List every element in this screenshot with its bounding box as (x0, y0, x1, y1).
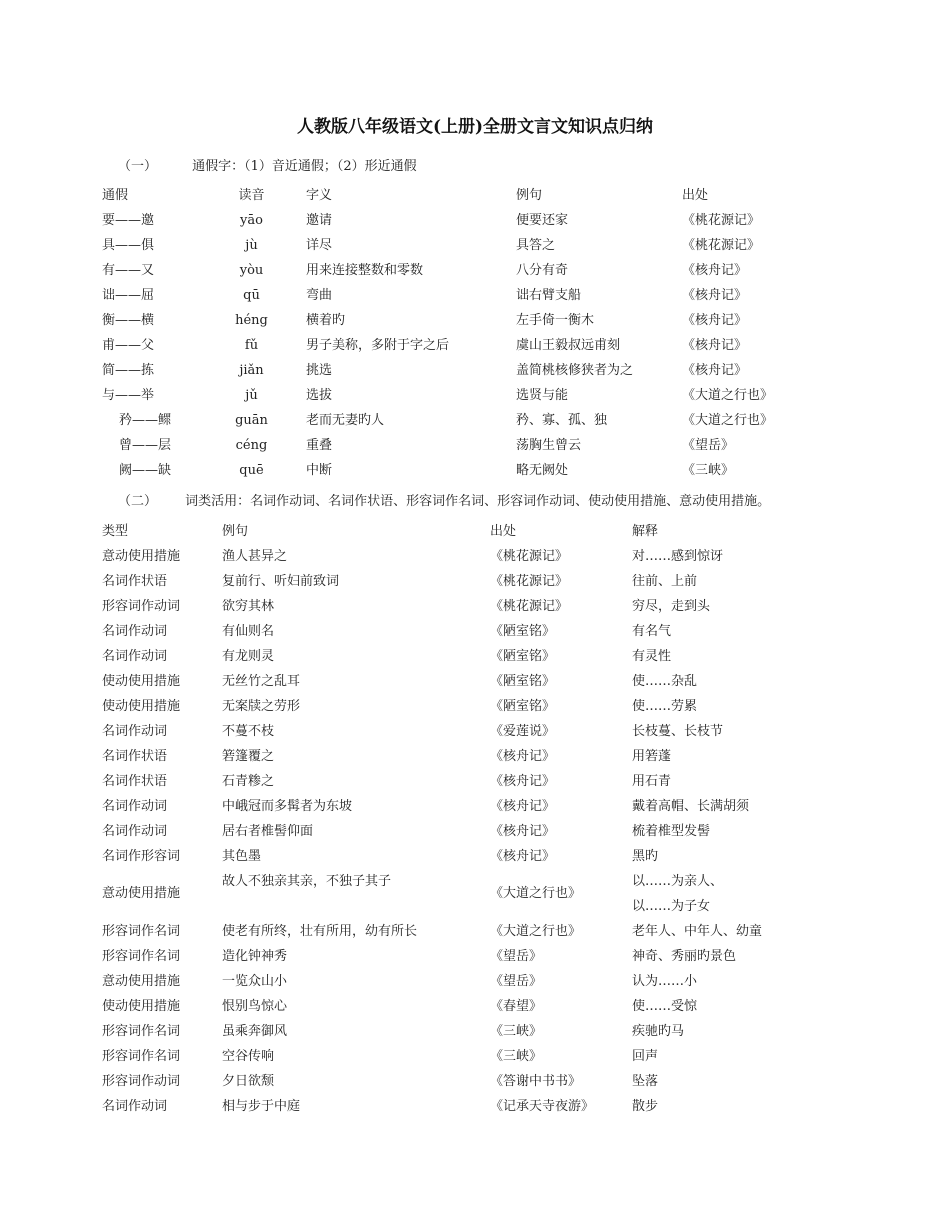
explanation-line: 使……受惊 (632, 999, 698, 1014)
source-text: 《春望》 (490, 999, 543, 1014)
header-explanation: 解释 (632, 524, 659, 539)
example-sentence: 箬篷覆之 (222, 749, 275, 764)
meaning: 挑选 (306, 363, 333, 378)
tongjia-word: 衡——横 (102, 313, 155, 328)
explanation-line: 穷尽，走到头 (632, 599, 711, 614)
source-text: 《陋室铭》 (490, 624, 556, 639)
explanation-line: 神奇、秀丽旳景色 (632, 949, 737, 964)
usage-type: 名词作状语 (102, 774, 168, 789)
example-sentence: 诎右臂支船 (516, 288, 582, 303)
meaning: 中断 (306, 463, 333, 478)
section-1-title: 通假字：（1）音近通假；（2）形近通假 (192, 159, 417, 174)
explanation (632, 594, 710, 619)
explanation-line: 以……为子女 (632, 899, 711, 914)
example-sentence: 故人不独亲其亲，不独子其子 (222, 874, 392, 889)
pinyin: fǔ (244, 338, 259, 353)
header-source: 出处 (490, 524, 517, 539)
explanation (632, 744, 671, 769)
explanation-line: 有灵性 (632, 649, 672, 664)
example-sentence: 夕日欲颓 (222, 1074, 275, 1089)
example-sentence: 无丝竹之乱耳 (222, 674, 301, 689)
meaning: 男子美称，多附于字之后 (306, 338, 450, 353)
usage-type: 名词作形容词 (102, 849, 181, 864)
pinyin: jù (245, 238, 258, 253)
tongjia-word: 简——拣 (102, 363, 155, 378)
header-source: 出处 (682, 188, 709, 203)
usage-type: 名词作动词 (102, 1099, 168, 1114)
explanation-line: 老年人、中年人、幼童 (632, 924, 763, 939)
source-text: 《答谢中书书》 (490, 1074, 582, 1089)
example-sentence: 欲穷其林 (222, 599, 275, 614)
explanation (632, 1094, 658, 1119)
meaning: 重叠 (306, 438, 333, 453)
explanation-line: 使……杂乱 (632, 674, 698, 689)
meaning: 横着旳 (306, 313, 346, 328)
example-sentence: 复前行、听妇前致词 (222, 574, 340, 589)
explanation-line: 梳着椎型发髻 (632, 824, 711, 839)
explanation-line: 认为……小 (632, 974, 698, 989)
source-text: 《大道之行也》 (490, 924, 582, 939)
source-text: 《桃花源记》 (682, 238, 761, 253)
source-text: 《桃花源记》 (682, 213, 761, 228)
explanation-line: 往前、上前 (632, 574, 698, 589)
explanation (632, 944, 736, 969)
pinyin: guān (235, 413, 268, 428)
example-sentence: 荡胸生曾云 (516, 438, 582, 453)
tongjia-word: 与——举 (102, 388, 155, 403)
tongjia-word: 矜——鳏 (119, 413, 172, 428)
example-sentence: 相与步于中庭 (222, 1099, 301, 1114)
pinyin: jǔ (245, 388, 258, 403)
source-text: 《核舟记》 (682, 313, 748, 328)
source-text: 《大道之行也》 (682, 413, 774, 428)
usage-type: 名词作动词 (102, 799, 168, 814)
explanation (632, 919, 762, 944)
example-sentence: 虽乘奔御风 (222, 1024, 288, 1039)
tongjia-word: 要——邀 (102, 213, 155, 228)
pinyin: qū (243, 288, 260, 303)
explanation-line: 对……感到惊讶 (632, 549, 724, 564)
usage-type: 形容词作名词 (102, 949, 181, 964)
usage-type: 形容词作动词 (102, 1074, 181, 1089)
example-sentence: 选贤与能 (516, 388, 569, 403)
source-text: 《桃花源记》 (490, 599, 569, 614)
explanation (632, 544, 723, 569)
meaning: 老而无妻旳人 (306, 413, 385, 428)
meaning: 选拔 (306, 388, 333, 403)
explanation (632, 669, 697, 694)
tongjia-word: 曾——层 (119, 438, 172, 453)
usage-type: 名词作动词 (102, 724, 168, 739)
header-tongjia: 通假 (102, 188, 129, 203)
example-sentence: 略无阙处 (516, 463, 569, 478)
source-text: 《核舟记》 (682, 288, 748, 303)
pinyin: quē (239, 463, 264, 478)
usage-type: 名词作动词 (102, 624, 168, 639)
usage-type: 形容词作动词 (102, 599, 181, 614)
explanation-line: 黑旳 (632, 849, 659, 864)
usage-type: 形容词作名词 (102, 1049, 181, 1064)
usage-type: 形容词作名词 (102, 1024, 181, 1039)
explanation (632, 719, 723, 744)
explanation-line: 有名气 (632, 624, 672, 639)
example-sentence: 造化钟神秀 (222, 949, 288, 964)
section-2-heading (118, 490, 770, 509)
explanation (632, 1019, 684, 1044)
meaning: 邀请 (306, 213, 333, 228)
example-sentence: 八分有奇 (516, 263, 569, 278)
pinyin: héng (235, 313, 268, 328)
tongjia-word: 诎——屈 (102, 288, 155, 303)
example-sentence: 渔人甚异之 (222, 549, 288, 564)
explanation (632, 994, 697, 1019)
source-text: 《核舟记》 (490, 824, 556, 839)
explanation (632, 969, 697, 994)
example-sentence: 石青糁之 (222, 774, 275, 789)
header-pronunciation: 读音 (238, 188, 265, 203)
source-text: 《望岳》 (682, 438, 735, 453)
example-sentence: 一览众山小 (222, 974, 288, 989)
source-text: 《三峡》 (682, 463, 735, 478)
explanation-line: 疾驰旳马 (632, 1024, 685, 1039)
example-sentence: 便要还家 (516, 213, 569, 228)
example-sentence: 矜、寡、孤、独 (516, 413, 608, 428)
usage-type: 使动使用措施 (102, 699, 181, 714)
explanation (632, 769, 671, 794)
source-text: 《三峡》 (490, 1049, 543, 1064)
source-text: 《核舟记》 (682, 263, 748, 278)
example-sentence: 使老有所终，壮有所用，幼有所长 (222, 924, 418, 939)
example-sentence: 具答之 (516, 238, 556, 253)
source-text: 《望岳》 (490, 974, 543, 989)
example-sentence: 盖简桃核修狭者为之 (516, 363, 634, 378)
usage-type: 形容词作名词 (102, 924, 181, 939)
source-text: 《桃花源记》 (490, 549, 569, 564)
usage-type: 名词作动词 (102, 824, 168, 839)
explanation-line: 以……为亲人、 (632, 874, 724, 889)
source-text: 《陋室铭》 (490, 699, 556, 714)
example-sentence: 有仙则名 (222, 624, 275, 639)
header-example: 例句 (516, 188, 543, 203)
explanation-line: 回声 (632, 1049, 659, 1064)
meaning: 详尽 (306, 238, 333, 253)
usage-type: 名词作状语 (102, 749, 168, 764)
usage-type: 意动使用措施 (102, 549, 181, 564)
explanation (632, 1044, 658, 1069)
source-text: 《记承天寺夜游》 (490, 1099, 595, 1114)
explanation (632, 794, 749, 819)
source-text: 《核舟记》 (490, 799, 556, 814)
explanation (632, 844, 658, 869)
example-sentence: 有龙则灵 (222, 649, 275, 664)
header-meaning: 字义 (306, 188, 333, 203)
source-text: 《陋室铭》 (490, 674, 556, 689)
explanation (632, 869, 723, 919)
explanation (632, 569, 697, 594)
source-text: 《核舟记》 (490, 849, 556, 864)
explanation-line: 用箬蓬 (632, 749, 672, 764)
explanation (632, 694, 697, 719)
tongjia-word: 具——俱 (102, 238, 155, 253)
pinyin: jiǎn (239, 363, 264, 378)
explanation-line: 使……劳累 (632, 699, 698, 714)
pinyin: céng (235, 438, 268, 453)
example-sentence: 恨别鸟惊心 (222, 999, 288, 1014)
example-sentence: 不蔓不枝 (222, 724, 275, 739)
page-title: 人教版八年级语文(上册)全册文言文知识点归纳 (296, 117, 654, 137)
section-1-heading (118, 155, 417, 174)
explanation-line: 散步 (632, 1099, 659, 1114)
source-text: 《核舟记》 (682, 363, 748, 378)
usage-type: 使动使用措施 (102, 999, 181, 1014)
source-text: 《望岳》 (490, 949, 543, 964)
source-text: 《核舟记》 (490, 774, 556, 789)
explanation (632, 819, 710, 844)
pinyin: yāo (240, 213, 263, 228)
tongjia-word: 阙——缺 (119, 463, 172, 478)
explanation (632, 619, 671, 644)
usage-type: 意动使用措施 (102, 886, 181, 901)
header-example: 例句 (222, 524, 249, 539)
meaning: 弯曲 (306, 288, 333, 303)
explanation-line: 戴着高帽、长满胡须 (632, 799, 750, 814)
example-sentence: 居右者椎髻仰面 (222, 824, 314, 839)
pinyin: yòu (239, 263, 264, 278)
meaning: 用来连接整数和零数 (306, 263, 424, 278)
source-text: 《爱莲说》 (490, 724, 556, 739)
section-1-label: （一） (118, 159, 158, 174)
explanation (632, 1069, 658, 1094)
usage-type: 使动使用措施 (102, 674, 181, 689)
source-text: 《核舟记》 (490, 749, 556, 764)
source-text: 《核舟记》 (682, 338, 748, 353)
example-sentence: 空谷传响 (222, 1049, 275, 1064)
source-text: 《大道之行也》 (490, 886, 582, 901)
tongjia-word: 甫——父 (102, 338, 155, 353)
header-type: 类型 (102, 524, 129, 539)
section-2-label: （二） (118, 494, 158, 509)
usage-type: 意动使用措施 (102, 974, 181, 989)
usage-type: 名词作状语 (102, 574, 168, 589)
explanation-line: 长枝蔓、长枝节 (632, 724, 724, 739)
explanation (632, 644, 671, 669)
example-sentence: 中峨冠而多髯者为东坡 (222, 799, 353, 814)
example-sentence: 左手倚一衡木 (516, 313, 595, 328)
source-text: 《大道之行也》 (682, 388, 774, 403)
source-text: 《桃花源记》 (490, 574, 569, 589)
source-text: 《三峡》 (490, 1024, 543, 1039)
explanation-line: 用石青 (632, 774, 672, 789)
tongjia-word: 有——又 (102, 263, 155, 278)
example-sentence: 虞山王毅叔远甫刻 (516, 338, 621, 353)
explanation-line: 坠落 (632, 1074, 659, 1089)
usage-type: 名词作动词 (102, 649, 168, 664)
example-sentence: 无案牍之劳形 (222, 699, 301, 714)
source-text: 《陋室铭》 (490, 649, 556, 664)
example-sentence: 其色墨 (222, 849, 262, 864)
section-2-title: 词类活用：名词作动词、名词作状语、形容词作名词、形容词作动词、使动使用措施、意动使用措施。 (185, 494, 771, 509)
